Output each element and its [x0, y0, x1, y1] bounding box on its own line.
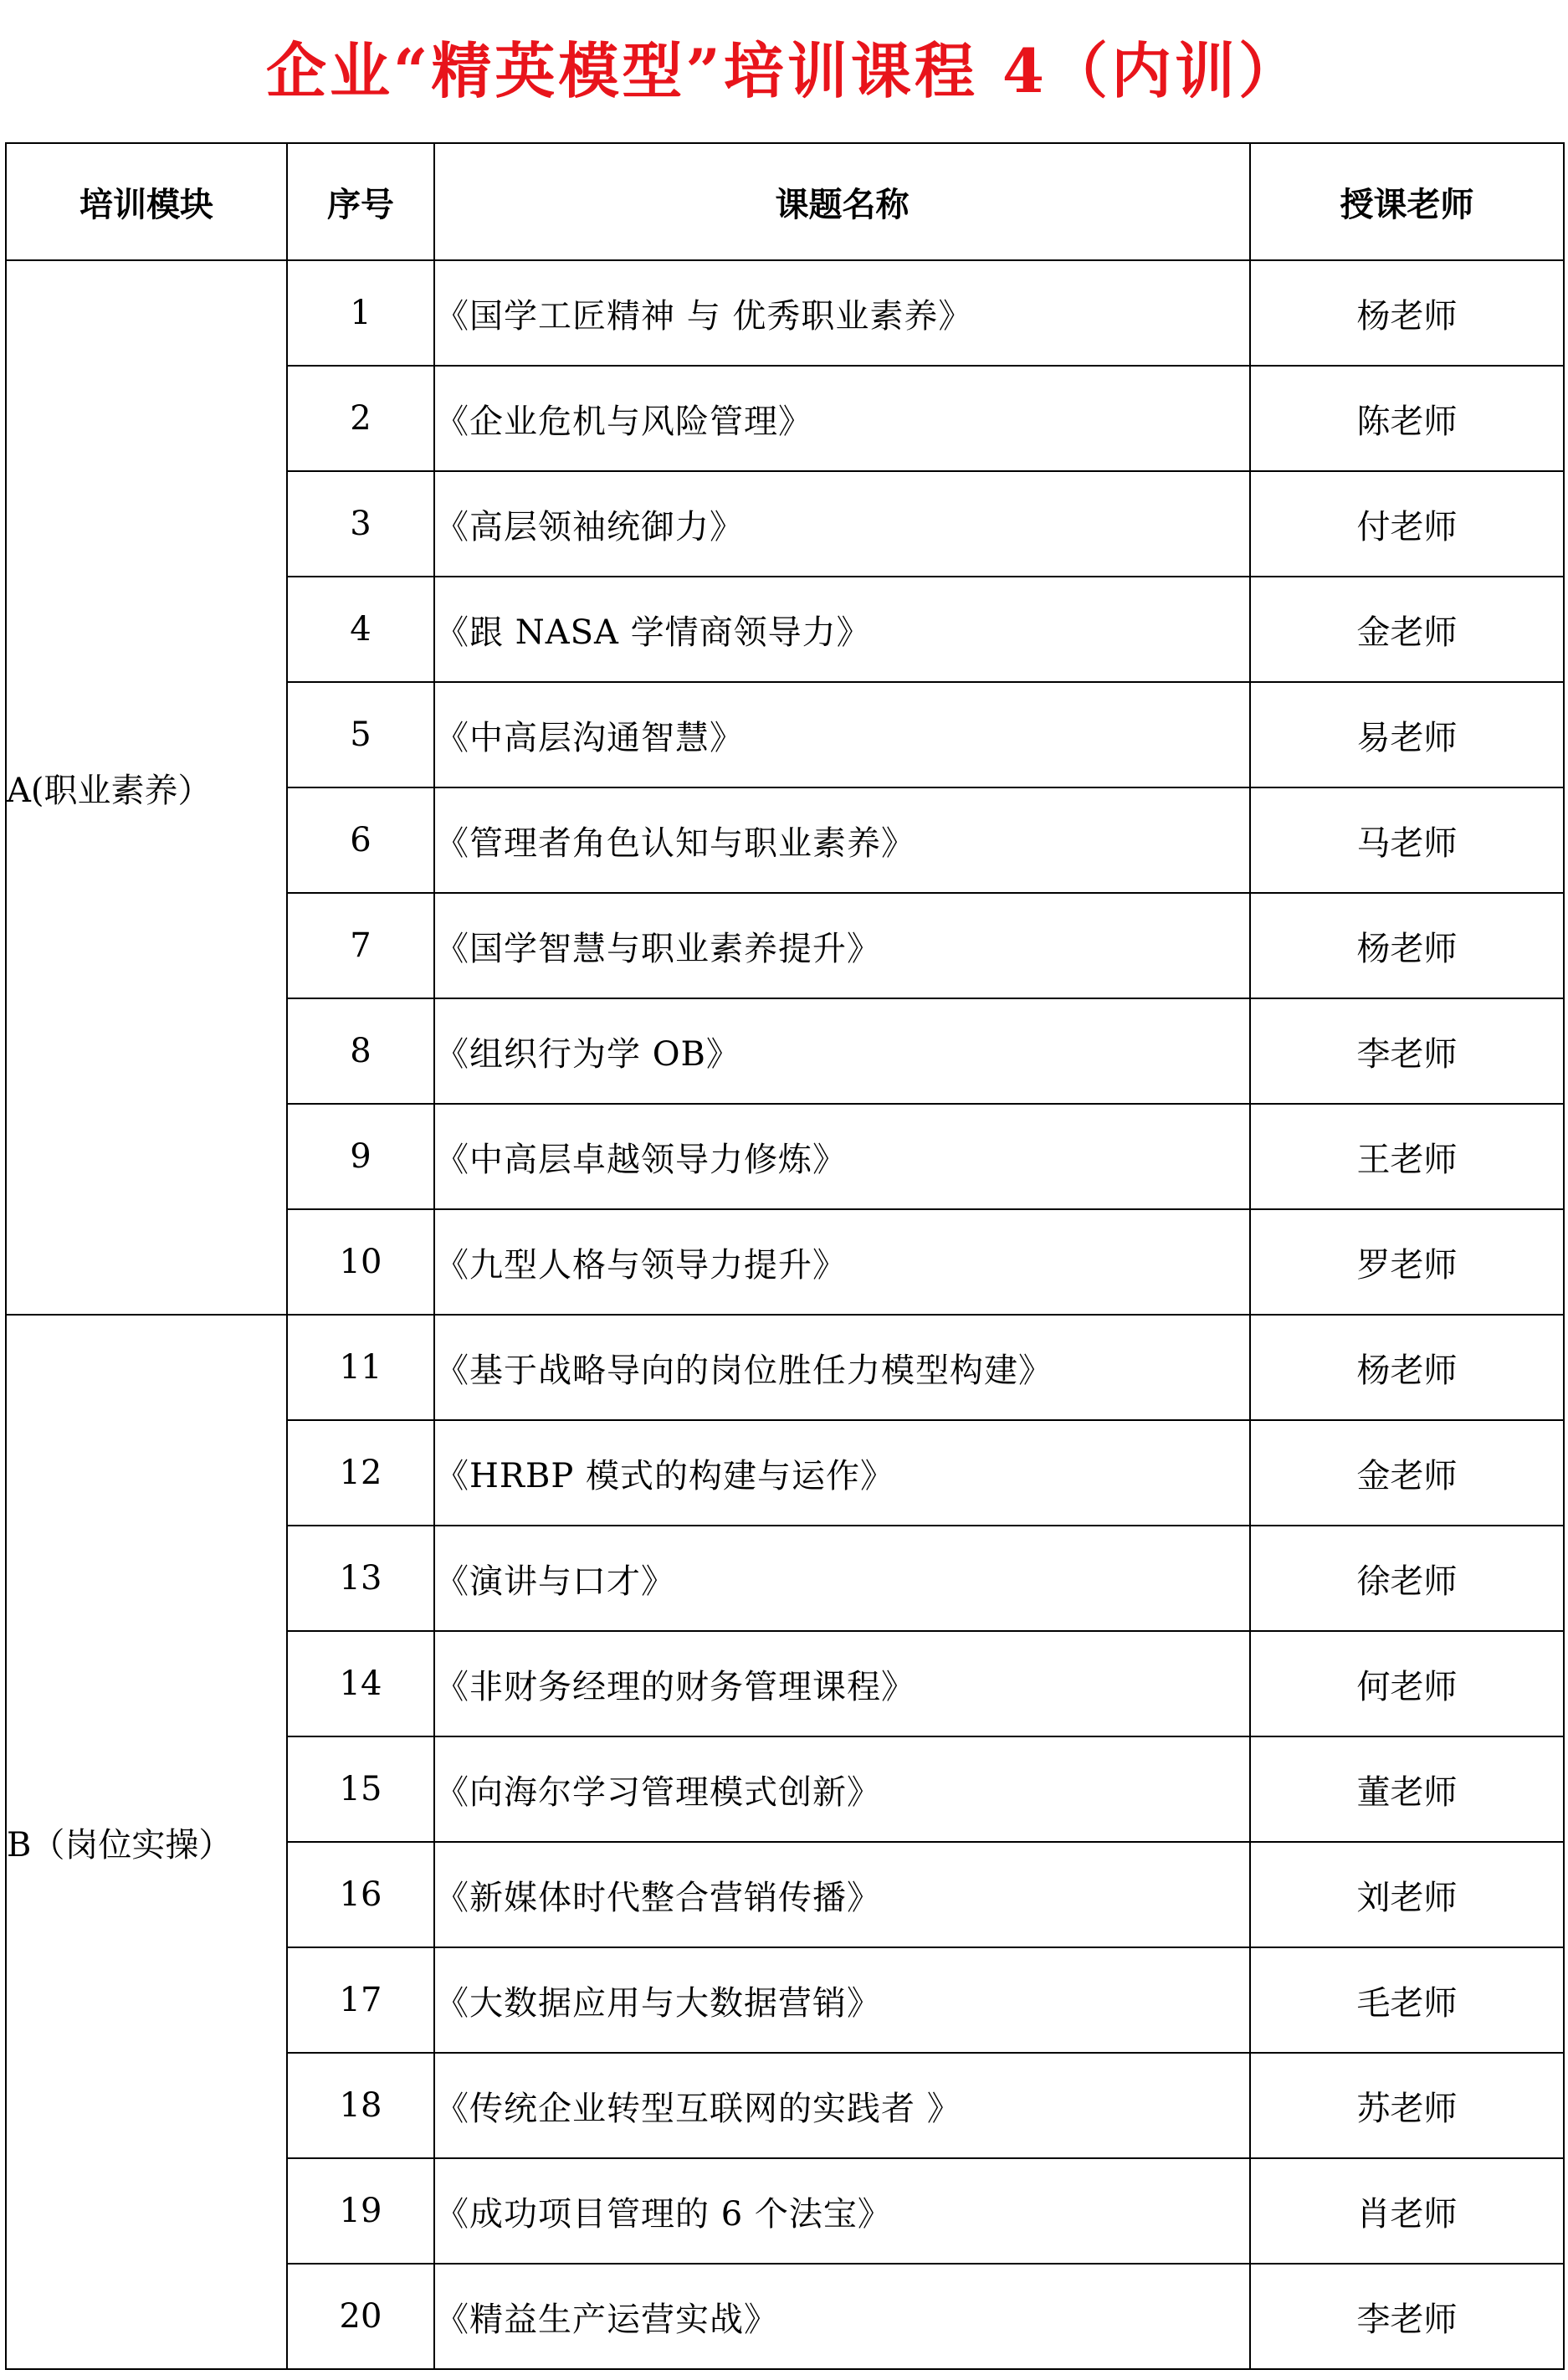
course-table — [5, 142, 1565, 2370]
course-title-cell: 《高层领袖统御力》 — [434, 471, 1250, 577]
teacher-cell: 毛老师 — [1250, 1947, 1564, 2053]
course-title-cell: 《演讲与口才》 — [434, 1526, 1250, 1631]
course-title-cell: 《组织行为学 OB》 — [434, 998, 1250, 1104]
course-title-cell: 《国学工匠精神 与 优秀职业素养》 — [434, 260, 1250, 366]
course-title-cell: 《成功项目管理的 6 个法宝》 — [434, 2158, 1250, 2264]
seq-cell: 13 — [287, 1526, 434, 1631]
seq-cell: 1 — [287, 260, 434, 366]
table-row — [6, 260, 1564, 366]
teacher-cell: 金老师 — [1250, 577, 1564, 682]
teacher-cell: 付老师 — [1250, 471, 1564, 577]
teacher-cell: 马老师 — [1250, 787, 1564, 893]
teacher-cell: 肖老师 — [1250, 2158, 1564, 2264]
course-title-cell: 《管理者角色认知与职业素养》 — [434, 787, 1250, 893]
seq-cell: 4 — [287, 577, 434, 682]
table-header-row — [6, 143, 1564, 260]
teacher-cell: 陈老师 — [1250, 366, 1564, 471]
module-cell: A(职业素养） — [6, 260, 287, 1315]
course-title-cell: 《精益生产运营实战》 — [434, 2264, 1250, 2369]
teacher-cell: 徐老师 — [1250, 1526, 1564, 1631]
seq-cell: 14 — [287, 1631, 434, 1736]
header-seq: 序号 — [287, 143, 434, 260]
teacher-cell: 杨老师 — [1250, 260, 1564, 366]
teacher-cell: 杨老师 — [1250, 1315, 1564, 1420]
seq-cell: 5 — [287, 682, 434, 787]
teacher-cell: 李老师 — [1250, 2264, 1564, 2369]
course-title-cell: 《HRBP 模式的构建与运作》 — [434, 1420, 1250, 1526]
teacher-cell: 易老师 — [1250, 682, 1564, 787]
header-module: 培训模块 — [6, 143, 287, 260]
seq-cell: 17 — [287, 1947, 434, 2053]
teacher-cell: 何老师 — [1250, 1631, 1564, 1736]
course-title-cell: 《企业危机与风险管理》 — [434, 366, 1250, 471]
course-title-cell: 《中高层沟通智慧》 — [434, 682, 1250, 787]
course-title-cell: 《基于战略导向的岗位胜任力模型构建》 — [434, 1315, 1250, 1420]
course-title-cell: 《向海尔学习管理模式创新》 — [434, 1736, 1250, 1842]
table-row — [6, 1315, 1564, 1420]
seq-cell: 7 — [287, 893, 434, 998]
teacher-cell: 李老师 — [1250, 998, 1564, 1104]
teacher-cell: 刘老师 — [1250, 1842, 1564, 1947]
seq-cell: 12 — [287, 1420, 434, 1526]
seq-cell: 20 — [287, 2264, 434, 2369]
seq-cell: 10 — [287, 1209, 434, 1315]
course-title-cell: 《新媒体时代整合营销传播》 — [434, 1842, 1250, 1947]
teacher-cell: 金老师 — [1250, 1420, 1564, 1526]
teacher-cell: 王老师 — [1250, 1104, 1564, 1209]
teacher-cell: 罗老师 — [1250, 1209, 1564, 1315]
teacher-cell: 董老师 — [1250, 1736, 1564, 1842]
seq-cell: 16 — [287, 1842, 434, 1947]
course-title-cell: 《传统企业转型互联网的实践者 》 — [434, 2053, 1250, 2158]
seq-cell: 6 — [287, 787, 434, 893]
table-body — [6, 260, 1564, 2369]
header-course: 课题名称 — [434, 143, 1250, 260]
seq-cell: 15 — [287, 1736, 434, 1842]
seq-cell: 2 — [287, 366, 434, 471]
teacher-cell: 苏老师 — [1250, 2053, 1564, 2158]
seq-cell: 9 — [287, 1104, 434, 1209]
module-cell: B（岗位实操） — [6, 1315, 287, 2369]
seq-cell: 19 — [287, 2158, 434, 2264]
header-teacher: 授课老师 — [1250, 143, 1564, 260]
page-title: 企业“精英模型”培训课程 4（内训） — [266, 35, 1302, 106]
course-title-cell: 《国学智慧与职业素养提升》 — [434, 893, 1250, 998]
course-title-cell: 《跟 NASA 学情商领导力》 — [434, 577, 1250, 682]
seq-cell: 8 — [287, 998, 434, 1104]
seq-cell: 3 — [287, 471, 434, 577]
course-title-cell: 《大数据应用与大数据营销》 — [434, 1947, 1250, 2053]
course-title-cell: 《中高层卓越领导力修炼》 — [434, 1104, 1250, 1209]
course-title-cell: 《非财务经理的财务管理课程》 — [434, 1631, 1250, 1736]
seq-cell: 18 — [287, 2053, 434, 2158]
teacher-cell: 杨老师 — [1250, 893, 1564, 998]
course-title-cell: 《九型人格与领导力提升》 — [434, 1209, 1250, 1315]
seq-cell: 11 — [287, 1315, 434, 1420]
